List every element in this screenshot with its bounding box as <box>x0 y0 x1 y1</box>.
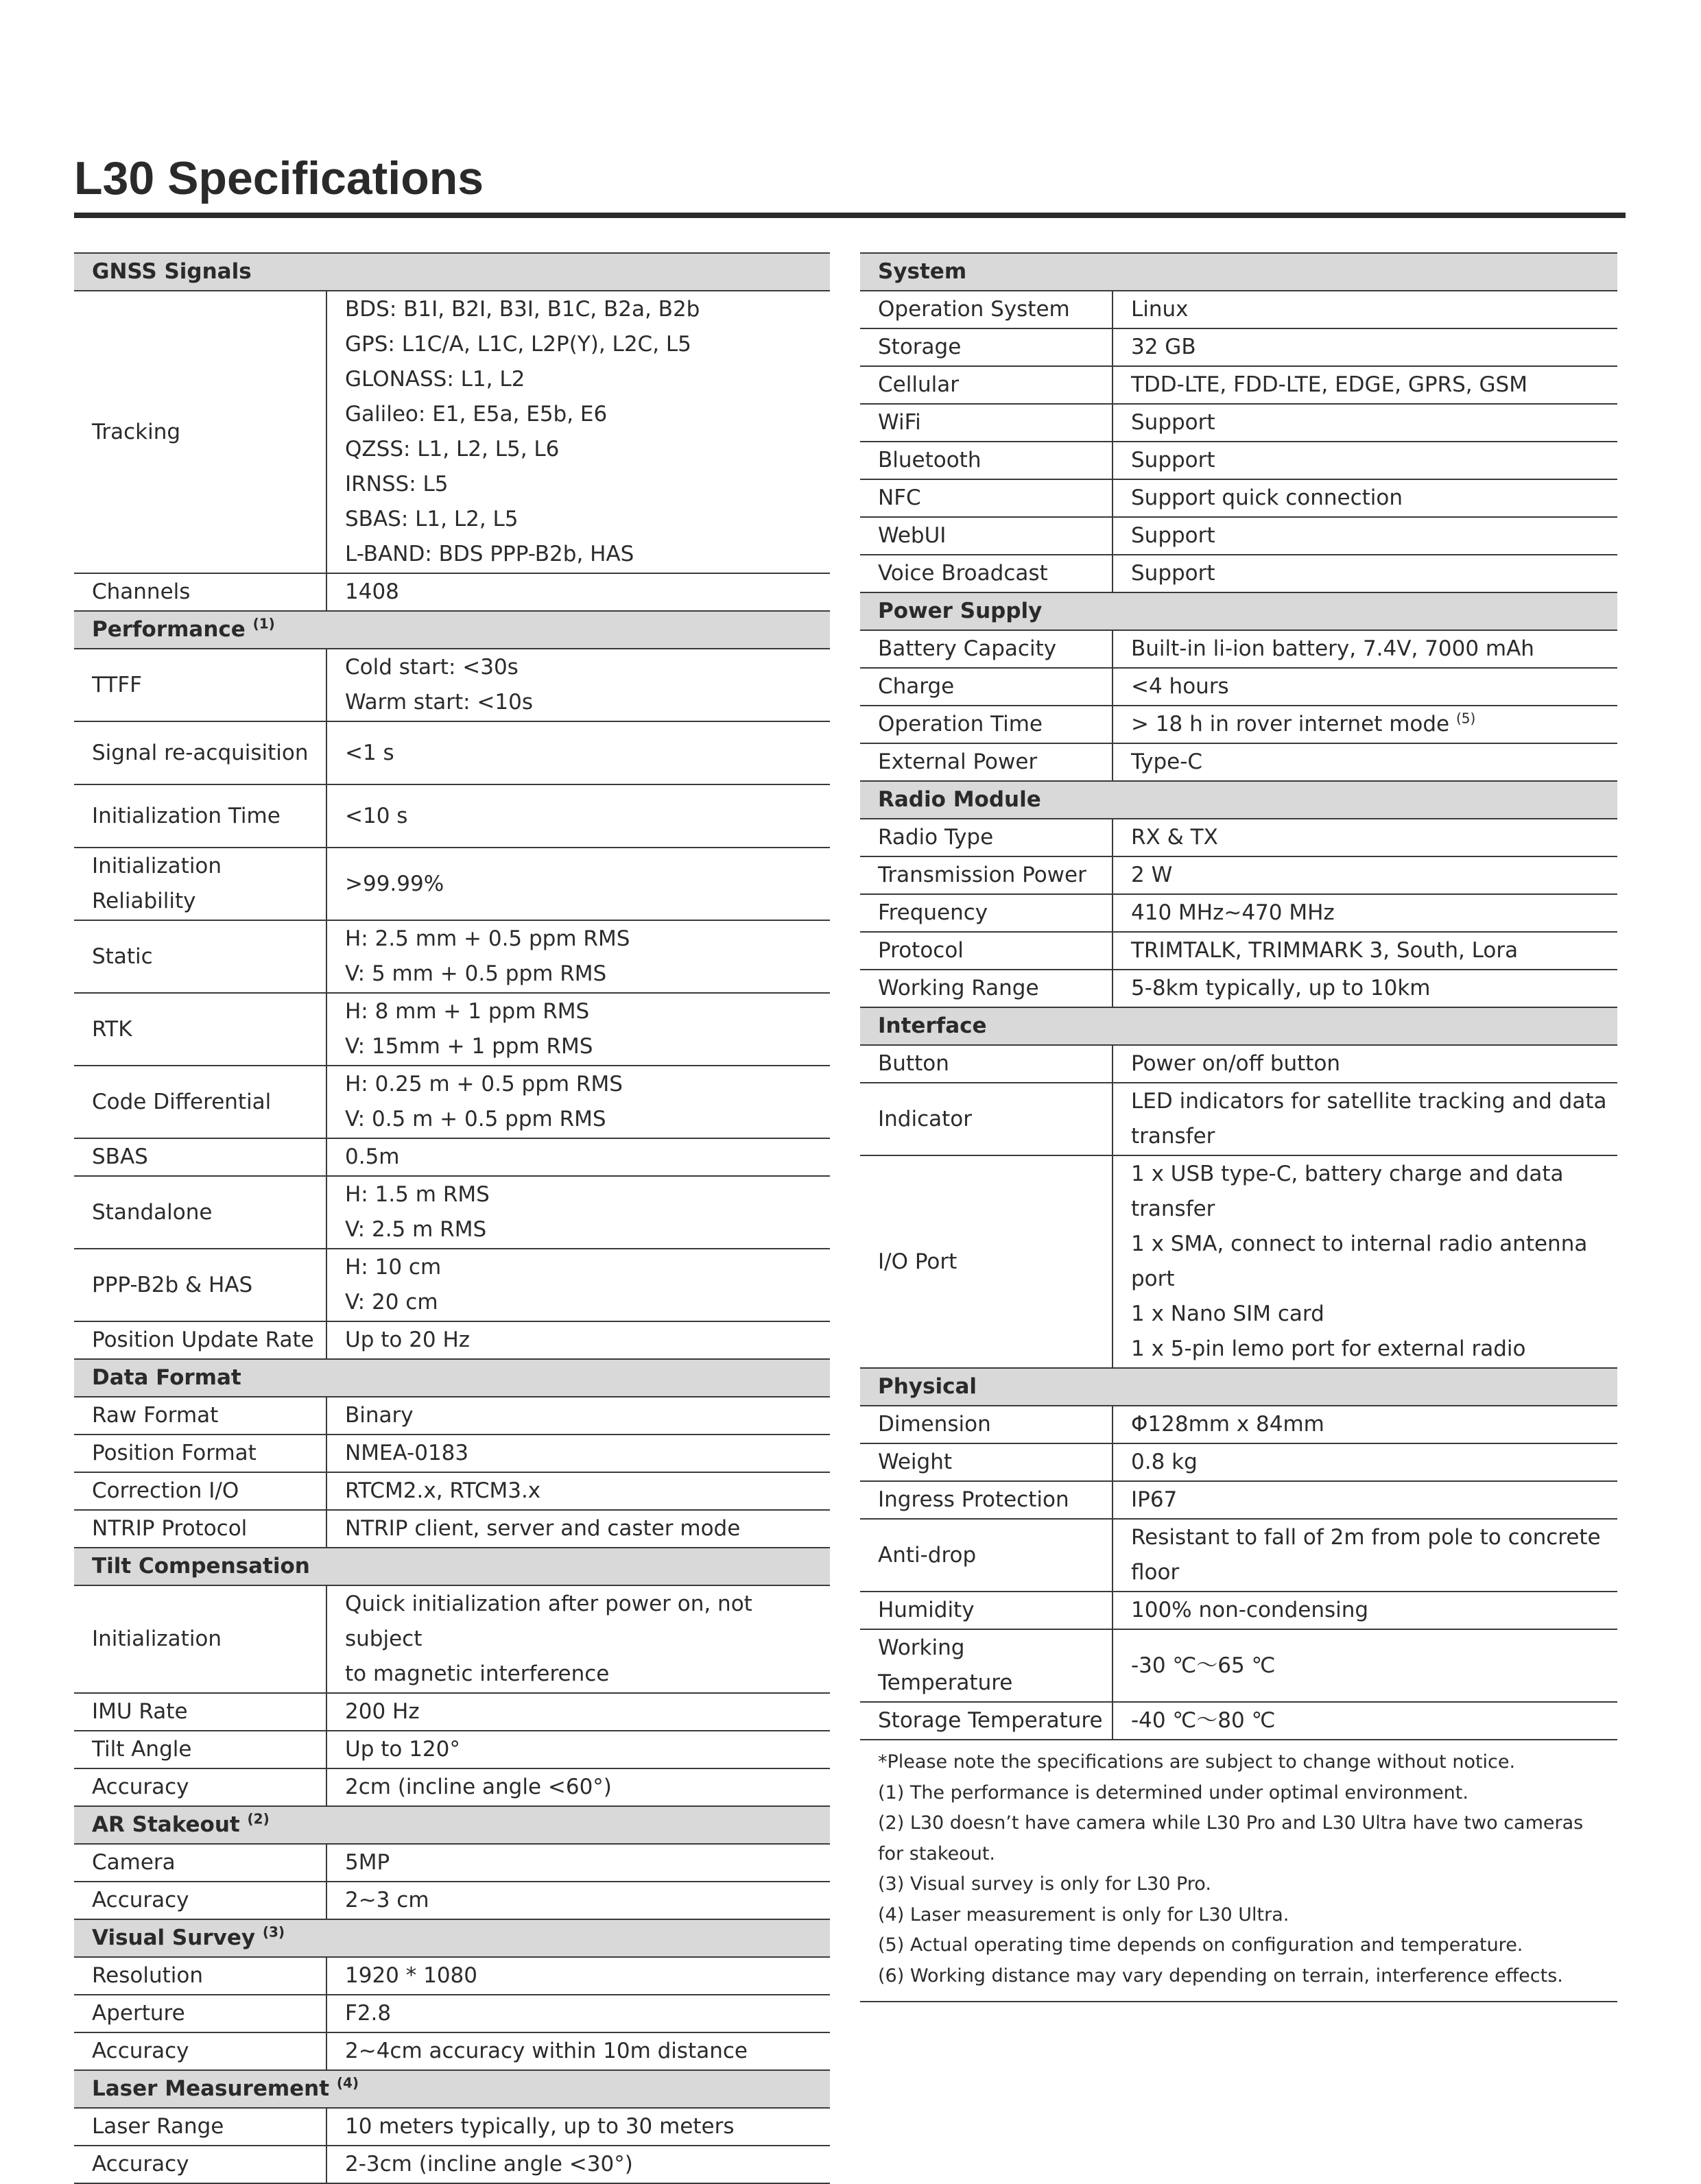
spec-label: External Power <box>860 743 1113 781</box>
spec-label: Button <box>860 1045 1113 1083</box>
spec-label: Aperture <box>74 1995 326 2032</box>
tracking-line: L-BAND: BDS PPP-B2b, HAS <box>345 542 634 566</box>
section-interface <box>860 1007 1617 1045</box>
footnote-ref: (3) <box>262 1923 285 1941</box>
label-line: Temperature <box>878 1670 1013 1695</box>
tracking-line: Galileo: E1, E5a, E5b, E6 <box>345 402 608 427</box>
tracking-line: GPS: L1C/A, L1C, L2P(Y), L2C, L5 <box>345 332 691 357</box>
value-line: transfer <box>1131 1197 1215 1221</box>
spec-label: Resolution <box>74 1957 326 1995</box>
spec-value: 2~3 cm <box>326 1882 830 1919</box>
spec-label: Standalone <box>74 1176 326 1249</box>
value-line: 1 x SMA, connect to internal radio antenna <box>1131 1232 1588 1256</box>
spec-row-io-port <box>860 1155 1617 1368</box>
spec-row-imu-rate <box>74 1693 830 1731</box>
spec-value: RX & TX <box>1113 819 1617 856</box>
spec-value: -40 ℃～80 ℃ <box>1113 1702 1617 1740</box>
spec-row-position-format <box>74 1435 830 1472</box>
spec-value <box>326 1176 830 1249</box>
tracking-line: GLONASS: L1, L2 <box>345 367 525 392</box>
tracking-line: SBAS: L1, L2, L5 <box>345 507 519 531</box>
section-header: Physical <box>860 1368 1617 1406</box>
spec-row-signal-reacquisition <box>74 721 830 784</box>
footnote: (1) The performance is determined under optimal environment. <box>878 1781 1468 1803</box>
value-line: V: 20 cm <box>345 1290 438 1315</box>
spec-row-ttff <box>74 649 830 721</box>
spec-label: Code Differential <box>74 1066 326 1138</box>
spec-row-laser-accuracy <box>74 2146 830 2183</box>
label-line: Initialization <box>92 854 222 878</box>
spec-label: Accuracy <box>74 1768 326 1806</box>
section-header <box>74 611 830 649</box>
spec-value: 32 GB <box>1113 328 1617 366</box>
footnote-ref: (4) <box>336 2074 359 2091</box>
section-data-format <box>74 1359 830 1397</box>
spec-value: 0.8 kg <box>1113 1443 1617 1481</box>
spec-row-ar-accuracy <box>74 1882 830 1919</box>
spec-value: Power on/off button <box>1113 1045 1617 1083</box>
footnote-ref: (2) <box>247 1810 270 1827</box>
spec-label: Voice Broadcast <box>860 555 1113 592</box>
spec-label: Charge <box>860 668 1113 706</box>
spec-label: IMU Rate <box>74 1693 326 1731</box>
spec-value: Φ128mm x 84mm <box>1113 1406 1617 1443</box>
spec-label: Channels <box>74 573 326 611</box>
section-title: Visual Survey <box>92 1925 256 1950</box>
spec-value: 5MP <box>326 1844 830 1882</box>
spec-row-raw-format <box>74 1397 830 1435</box>
spec-value: Binary <box>326 1397 830 1435</box>
spec-row-rtk <box>74 993 830 1066</box>
footnote: (5) Actual operating time depends on configuration and temperature. <box>878 1934 1523 1956</box>
spec-row-ingress-protection <box>860 1481 1617 1519</box>
spec-row-channels <box>74 573 830 611</box>
value-line: to magnetic interference <box>345 1661 610 1686</box>
spec-value: TDD-LTE, FDD-LTE, EDGE, GPRS, GSM <box>1113 366 1617 404</box>
spec-value: Up to 120° <box>326 1731 830 1768</box>
section-ar-stakeout <box>74 1806 830 1844</box>
section-laser-measurement <box>74 2070 830 2108</box>
right-spec-table <box>860 252 1617 1740</box>
spec-row-radio-type <box>860 819 1617 856</box>
section-power-supply <box>860 592 1617 630</box>
spec-value <box>326 993 830 1066</box>
spec-value <box>326 1585 830 1693</box>
section-title: Performance <box>92 617 246 642</box>
section-header: Data Format <box>74 1359 830 1397</box>
spec-value: 2 W <box>1113 856 1617 894</box>
spec-value: Linux <box>1113 291 1617 328</box>
spec-value: <4 hours <box>1113 668 1617 706</box>
section-header: Tilt Compensation <box>74 1548 830 1585</box>
spec-row-dimension <box>860 1406 1617 1443</box>
spec-value: 1408 <box>326 573 830 611</box>
spec-value: 410 MHz~470 MHz <box>1113 894 1617 932</box>
spec-label: TTFF <box>74 649 326 721</box>
spec-value <box>326 1249 830 1321</box>
spec-row-code-differential <box>74 1066 830 1138</box>
value-line: 1 x 5-pin lemo port for external radio <box>1131 1336 1526 1361</box>
spec-label: Operation Time <box>860 706 1113 743</box>
spec-label: Transmission Power <box>860 856 1113 894</box>
spec-row-storage-temperature <box>860 1702 1617 1740</box>
spec-label: Accuracy <box>74 2146 326 2183</box>
section-header: Radio Module <box>860 781 1617 819</box>
footnote: (2) L30 doesn’t have camera while L30 Pro and L30 Ultra have two cameras <box>878 1812 1584 1834</box>
spec-row-ppp-b2b-has <box>74 1249 830 1321</box>
value-line: H: 10 cm <box>345 1255 442 1280</box>
spec-value: Support <box>1113 517 1617 555</box>
left-spec-column <box>74 252 830 2184</box>
spec-label: Working Range <box>860 970 1113 1007</box>
spec-label: Laser Range <box>74 2108 326 2146</box>
spec-value: NTRIP client, server and caster mode <box>326 1510 830 1548</box>
spec-value: 5-8km typically, up to 10km <box>1113 970 1617 1007</box>
section-title: AR Stakeout <box>92 1812 240 1837</box>
spec-row-operation-system <box>860 291 1617 328</box>
spec-value: Support <box>1113 442 1617 479</box>
spec-row-working-range <box>860 970 1617 1007</box>
spec-row-webui <box>860 517 1617 555</box>
spec-value <box>1113 706 1617 743</box>
spec-value <box>326 649 830 721</box>
spec-label <box>860 1629 1113 1702</box>
label-line: Working <box>878 1635 965 1660</box>
section-physical <box>860 1368 1617 1406</box>
spec-label: NFC <box>860 479 1113 517</box>
spec-label: WebUI <box>860 517 1113 555</box>
spec-value <box>326 1066 830 1138</box>
spec-row-camera <box>74 1844 830 1882</box>
spec-value: 2cm (incline angle <60°) <box>326 1768 830 1806</box>
spec-row-bluetooth <box>860 442 1617 479</box>
spec-value: <10 s <box>326 784 830 848</box>
spec-label: NTRIP Protocol <box>74 1510 326 1548</box>
spec-value: 0.5m <box>326 1138 830 1176</box>
spec-row-initialization-reliability <box>74 848 830 920</box>
spec-row-storage <box>860 328 1617 366</box>
section-header: GNSS Signals <box>74 253 830 291</box>
spec-row-standalone <box>74 1176 830 1249</box>
spec-label: Dimension <box>860 1406 1113 1443</box>
footnote: (3) Visual survey is only for L30 Pro. <box>878 1873 1211 1895</box>
section-radio-module <box>860 781 1617 819</box>
spec-value <box>326 291 830 573</box>
spec-row-nfc <box>860 479 1617 517</box>
left-spec-table <box>74 252 830 2184</box>
value-line: H: 0.25 m + 0.5 ppm RMS <box>345 1072 623 1096</box>
spec-label: Accuracy <box>74 1882 326 1919</box>
spec-row-humidity <box>860 1592 1617 1629</box>
spec-label: SBAS <box>74 1138 326 1176</box>
spec-value: IP67 <box>1113 1481 1617 1519</box>
footnote: (4) Laser measurement is only for L30 Ultra. <box>878 1904 1289 1925</box>
section-tilt-compensation <box>74 1548 830 1585</box>
value-line: LED indicators for satellite tracking and data <box>1131 1089 1607 1114</box>
section-header: Power Supply <box>860 592 1617 630</box>
section-system <box>860 253 1617 291</box>
spec-row-sbas <box>74 1138 830 1176</box>
spec-value <box>1113 1155 1617 1368</box>
spec-label: Accuracy <box>74 2032 326 2070</box>
spec-row-aperture <box>74 1995 830 2032</box>
spec-row-tilt-angle <box>74 1731 830 1768</box>
tracking-line: IRNSS: L5 <box>345 472 449 496</box>
spec-value: 1920 * 1080 <box>326 1957 830 1995</box>
spec-label: Raw Format <box>74 1397 326 1435</box>
spec-row-static <box>74 920 830 993</box>
spec-value: Support quick connection <box>1113 479 1617 517</box>
spec-row-frequency <box>860 894 1617 932</box>
spec-value: Type-C <box>1113 743 1617 781</box>
spec-value: RTCM2.x, RTCM3.x <box>326 1472 830 1510</box>
spec-label: Signal re-acquisition <box>74 721 326 784</box>
section-header: Interface <box>860 1007 1617 1045</box>
spec-value: TRIMTALK, TRIMMARK 3, South, Lora <box>1113 932 1617 970</box>
spec-row-tilt-initialization <box>74 1585 830 1693</box>
spec-label: PPP-B2b & HAS <box>74 1249 326 1321</box>
spec-label: Initialization <box>74 1585 326 1693</box>
spec-row-button <box>860 1045 1617 1083</box>
spec-label: Tilt Angle <box>74 1731 326 1768</box>
section-header: System <box>860 253 1617 291</box>
value-line: transfer <box>1131 1124 1215 1149</box>
spec-row-indicator <box>860 1083 1617 1155</box>
value-line: Warm start: <10s <box>345 690 533 715</box>
spec-label: Frequency <box>860 894 1113 932</box>
spec-value <box>326 920 830 993</box>
footnote: for stakeout. <box>878 1843 995 1864</box>
spec-value: 2~4cm accuracy within 10m distance <box>326 2032 830 2070</box>
spec-value: 2-3cm (incline angle <30°) <box>326 2146 830 2183</box>
spec-value: <1 s <box>326 721 830 784</box>
spec-label: Humidity <box>860 1592 1113 1629</box>
value-line: V: 0.5 m + 0.5 ppm RMS <box>345 1107 606 1131</box>
value-line: V: 2.5 m RMS <box>345 1217 487 1242</box>
section-title: Laser Measurement <box>92 2076 330 2101</box>
spec-row-wifi <box>860 404 1617 442</box>
section-performance <box>74 611 830 649</box>
spec-label: Protocol <box>860 932 1113 970</box>
spec-row-external-power <box>860 743 1617 781</box>
section-gnss-signals <box>74 253 830 291</box>
spec-value: >99.99% <box>326 848 830 920</box>
spec-label: Bluetooth <box>860 442 1113 479</box>
value-line: Cold start: <30s <box>345 655 519 680</box>
spec-value <box>1113 1083 1617 1155</box>
spec-label: Anti-drop <box>860 1519 1113 1592</box>
spec-label: Radio Type <box>860 819 1113 856</box>
spec-label: Camera <box>74 1844 326 1882</box>
section-header <box>74 1806 830 1844</box>
section-header <box>74 1919 830 1957</box>
spec-label: Correction I/O <box>74 1472 326 1510</box>
spec-value <box>1113 1519 1617 1592</box>
spec-row-working-temperature <box>860 1629 1617 1702</box>
spec-row-laser-range <box>74 2108 830 2146</box>
value-text: > 18 h in rover internet mode <box>1131 712 1450 736</box>
spec-label: Storage <box>860 328 1113 366</box>
spec-value: 200 Hz <box>326 1693 830 1731</box>
spec-label: Initialization Time <box>74 784 326 848</box>
spec-label: Operation System <box>860 291 1113 328</box>
footnote: *Please note the specifications are subject to change without notice. <box>878 1751 1516 1773</box>
right-spec-column <box>860 252 1617 2002</box>
spec-label: RTK <box>74 993 326 1066</box>
spec-row-resolution <box>74 1957 830 1995</box>
spec-value: F2.8 <box>326 1995 830 2032</box>
spec-label: Ingress Protection <box>860 1481 1113 1519</box>
value-line: Resistant to fall of 2m from pole to concrete <box>1131 1525 1601 1550</box>
spec-row-battery-capacity <box>860 630 1617 668</box>
value-line: Quick initialization after power on, not subject <box>345 1592 752 1651</box>
spec-label <box>74 848 326 920</box>
spec-row-initialization-time <box>74 784 830 848</box>
spec-row-operation-time <box>860 706 1617 743</box>
spec-row-tilt-accuracy <box>74 1768 830 1806</box>
spec-row-ntrip-protocol <box>74 1510 830 1548</box>
footnote-ref: (1) <box>252 615 275 632</box>
value-line: V: 15mm + 1 ppm RMS <box>345 1034 593 1059</box>
section-visual-survey <box>74 1919 830 1957</box>
spec-row-transmission-power <box>860 856 1617 894</box>
label-line: Reliability <box>92 889 196 913</box>
spec-label: Indicator <box>860 1083 1113 1155</box>
spec-value: 100% non-condensing <box>1113 1592 1617 1629</box>
value-line: 1 x Nano SIM card <box>1131 1301 1324 1326</box>
spec-row-protocol <box>860 932 1617 970</box>
spec-label: Battery Capacity <box>860 630 1113 668</box>
value-line: port <box>1131 1267 1175 1291</box>
spec-value: Up to 20 Hz <box>326 1321 830 1359</box>
spec-value: Support <box>1113 404 1617 442</box>
value-line: H: 1.5 m RMS <box>345 1182 490 1207</box>
page-title: L30 Specifications <box>74 152 484 204</box>
spec-label: I/O Port <box>860 1155 1113 1368</box>
footnotes <box>860 1740 1617 2002</box>
spec-row-visual-accuracy <box>74 2032 830 2070</box>
value-line: H: 8 mm + 1 ppm RMS <box>345 999 590 1024</box>
footnote: (6) Working distance may vary depending on terrain, interference effects. <box>878 1965 1563 1987</box>
spec-value: 10 meters typically, up to 30 meters <box>326 2108 830 2146</box>
spec-value: Support <box>1113 555 1617 592</box>
spec-row-tracking <box>74 291 830 573</box>
spec-row-position-update-rate <box>74 1321 830 1359</box>
spec-row-weight <box>860 1443 1617 1481</box>
spec-row-anti-drop <box>860 1519 1617 1592</box>
value-line: V: 5 mm + 0.5 ppm RMS <box>345 961 607 986</box>
spec-label: Position Format <box>74 1435 326 1472</box>
tracking-line: QZSS: L1, L2, L5, L6 <box>345 437 560 461</box>
spec-value: NMEA-0183 <box>326 1435 830 1472</box>
spec-label: Weight <box>860 1443 1113 1481</box>
spec-label: WiFi <box>860 404 1113 442</box>
spec-label: Storage Temperature <box>860 1702 1113 1740</box>
spec-row-charge <box>860 668 1617 706</box>
spec-label: Static <box>74 920 326 993</box>
title-divider <box>74 213 1626 218</box>
spec-label: Cellular <box>860 366 1113 404</box>
spec-row-voice-broadcast <box>860 555 1617 592</box>
value-line: floor <box>1131 1560 1180 1585</box>
section-header <box>74 2070 830 2108</box>
spec-row-cellular <box>860 366 1617 404</box>
tracking-line: BDS: B1I, B2I, B3I, B1C, B2a, B2b <box>345 297 700 322</box>
spec-value: -30 ℃～65 ℃ <box>1113 1629 1617 1702</box>
value-line: H: 2.5 mm + 0.5 ppm RMS <box>345 926 630 951</box>
footnote-ref: (5) <box>1455 710 1476 727</box>
spec-value: Built-in li-ion battery, 7.4V, 7000 mAh <box>1113 630 1617 668</box>
spec-label: Tracking <box>74 291 326 573</box>
spec-row-correction-io <box>74 1472 830 1510</box>
value-line: 1 x USB type-C, battery charge and data <box>1131 1162 1564 1186</box>
spec-label: Position Update Rate <box>74 1321 326 1359</box>
